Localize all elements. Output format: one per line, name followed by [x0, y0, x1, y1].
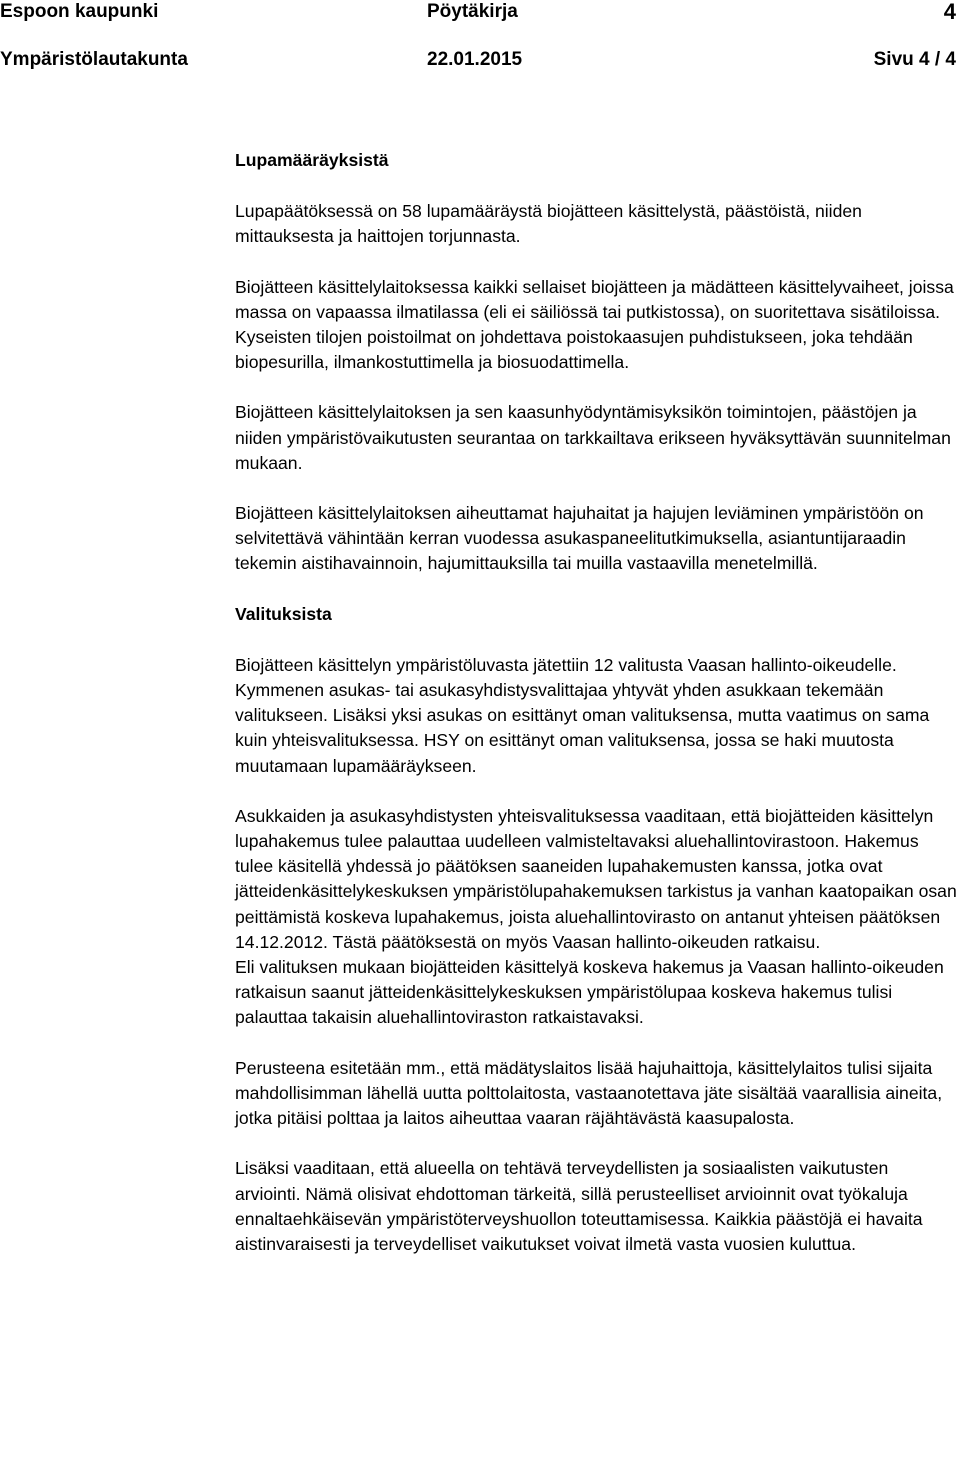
committee-name: Ympäristölautakunta — [0, 49, 188, 70]
paragraph: Lupapäätöksessä on 58 lupamääräystä biojätteen käsittelystä, päästöistä, niiden mittauksesta ja haittojen torjunnasta. — [235, 201, 862, 247]
paragraph: Biojätteen käsittelyn ympäristöluvasta jätettiin 12 valitusta Vaasan hallinto-oikeudelle. Kymmenen asukas- tai asukasyhdistysvalittajaa yhtyvät yhden asukkaan tekemään valitukseen. Lisäksi yksi asukas on esittänyt oman valituksensa, mutta vaatimus on sama kuin yhteisvalituksessa. HSY on esittänyt oman valituksensa, jossa se haki muutosta muutamaan lupamääräykseen. — [235, 654, 930, 776]
paragraph: Lisäksi vaaditaan, että alueella on tehtävä terveydellisten ja sosiaalisten vaikutusten arviointi. Nämä olisivat ehdottoman tärkeitä, sillä perusteelliset arvioinnit ovat työkaluja ennaltaehkäisevän ympäristöterveyshuollon toteuttamisessa. Kaikkia päästöjä ei havaita aistinvaraisesti ja terveydelliset vaikutukset voivat ilmetä vasta vuosien kuluttua. — [235, 1158, 923, 1254]
section-heading-permit-regulations: Lupamääräyksistä — [235, 150, 389, 170]
paragraph: Eli valituksen mukaan biojätteiden käsittelyä koskeva hakemus ja Vaasan hallinto-oikeuden ratkaisun saanut jätteidenkäsittelykeskuksen ympäristölupaa koskeva hakemus tulisi palauttaa takaisin aluehallintoviraston ratkaistavaksi. — [235, 957, 944, 1028]
paragraph: Perusteena esitetään mm., että mädätyslaitos lisää hajuhaittoja, käsittelylaitos tulisi sijaita mahdollisimman lähellä uutta polttolaitosta, vastaanotettava jäte sisältää vaarallisia aineita, jotka pitäisi polttaa ja laitos aiheuttaa vaaran räjähtävästä kaasupalosta. — [235, 1057, 943, 1129]
paragraph: Biojätteen käsittelylaitoksen ja sen kaasunhyödyntämisyksikön toimintojen, päästöjen ja niiden ympäristövaikutusten seurantaa on tarkkailtava erikseen hyväksyttävän suunnitelman mukaan. — [235, 402, 951, 473]
document-body — [235, 148, 957, 1257]
meeting-date: 22.01.2015 — [427, 49, 523, 70]
page-indicator: Sivu 4 / 4 — [873, 49, 956, 70]
paragraph: Biojätteen käsittelylaitoksen aiheuttamat hajuhaitat ja hajujen leviäminen ympäristöön on selvitettävä vähintään kerran vuodessa asukaspaneelitutkimuksella, asiantuntijaraadin tekemin aistihavainnoin, hajumittauksilla tai muilla vastaavilla menetelmillä. — [235, 503, 924, 574]
paragraph: Biojätteen käsittelylaitoksessa kaikki sellaiset biojätteen ja mädätteen käsittelyvaiheet, joissa massa on vapaassa ilmatilassa (eli ei säiliössä tai putkistossa), on suoritettava sisätiloissa. Kyseisten tilojen poistoilmat on johdettava poistokaasujen puhdistukseen, joka tehdään biopesurilla, ilmankostuttimella ja biosuodattimella. — [235, 276, 954, 373]
paragraph: Asukkaiden ja asukasyhdistysten yhteisvalituksessa vaaditaan, että biojätteiden käsittelyn lupahakemus tulee palauttaa uudelleen valmisteltavaksi aluehallintovirastoon. Hakemus tulee käsitellä yhdessä jo päätöksen saaneiden lupahakemusten kanssa, jotka ovat jätteidenkäsittelykeskuksen ympäristölupahakemuksen tarkistus ja vanhan kaatopaikan osan peittämistä koskeva lupahakemus, joista aluehallintovirasto on antanut yhteisen päätöksen 14.12.2012. Tästä päätöksestä on myös Vaasan hallinto-oikeuden ratkaisu. — [235, 805, 957, 952]
organization-name: Espoon kaupunki — [0, 1, 159, 22]
document-type: Pöytäkirja — [427, 1, 518, 22]
section-heading-appeals: Valituksista — [235, 603, 332, 624]
header-row-top — [0, 0, 960, 25]
section-number: 4 — [943, 0, 956, 24]
header-row-bottom — [0, 47, 960, 73]
